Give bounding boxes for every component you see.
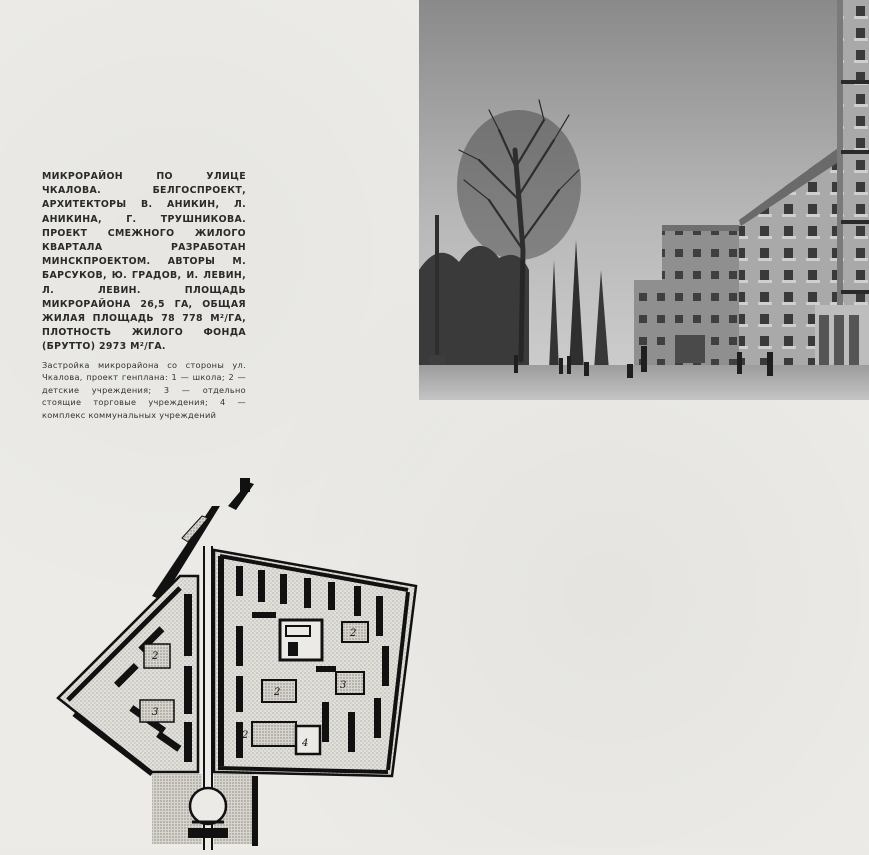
label-kindergarten-3: 2: [242, 730, 249, 741]
street-photo-image: [419, 0, 869, 400]
label-school: 1: [292, 646, 299, 657]
caption-legend: Застройка микрорайона со стороны ул. Чкалова, проект генплана: 1 — школа; 2 — детские учреждения; 3 — отдельно стоящие торговые учреждения; 4 — комплекс коммунальных учреждений: [42, 359, 246, 421]
site-plan-drawing: [52, 476, 422, 850]
label-shops-2: 3: [340, 680, 347, 691]
site-plan: [52, 476, 422, 850]
street-photo: [419, 0, 869, 400]
label-shops: 3: [152, 707, 159, 718]
caption-block: [42, 170, 246, 422]
label-kindergarten-1: 2: [350, 628, 357, 639]
label-kindergarten-4: 2: [152, 651, 159, 662]
label-kindergarten-2: 2: [274, 687, 281, 698]
caption-title: МИКРОРАЙОН ПО УЛИЦЕ ЧКАЛОВА. БЕЛГОСПРОЕКТ, АРХИТЕКТОРЫ В. АНИКИН, Л. АНИКИНА, Г. ТРУШНИКОВА. ПРОЕКТ СМЕЖНОГО ЖИЛОГО КВАРТАЛА РАЗРАБОТАН МИНСКПРОЕКТОМ. АВТОРЫ М. БАРСУКОВ, Ю. ГРАДОВ, И. ЛЕВИН, Л. ЛЕВИН. ПЛОЩАДЬ МИКРОРАЙОНА 26,5 ГА, ОБЩАЯ ЖИЛАЯ ПЛОЩАДЬ 78 778 М²/ГА, ПЛОТНОСТЬ ЖИЛОГО ФОНДА (БРУТТО) 2973 М²/ГА.: [42, 171, 246, 353]
label-services: 4: [302, 738, 309, 749]
